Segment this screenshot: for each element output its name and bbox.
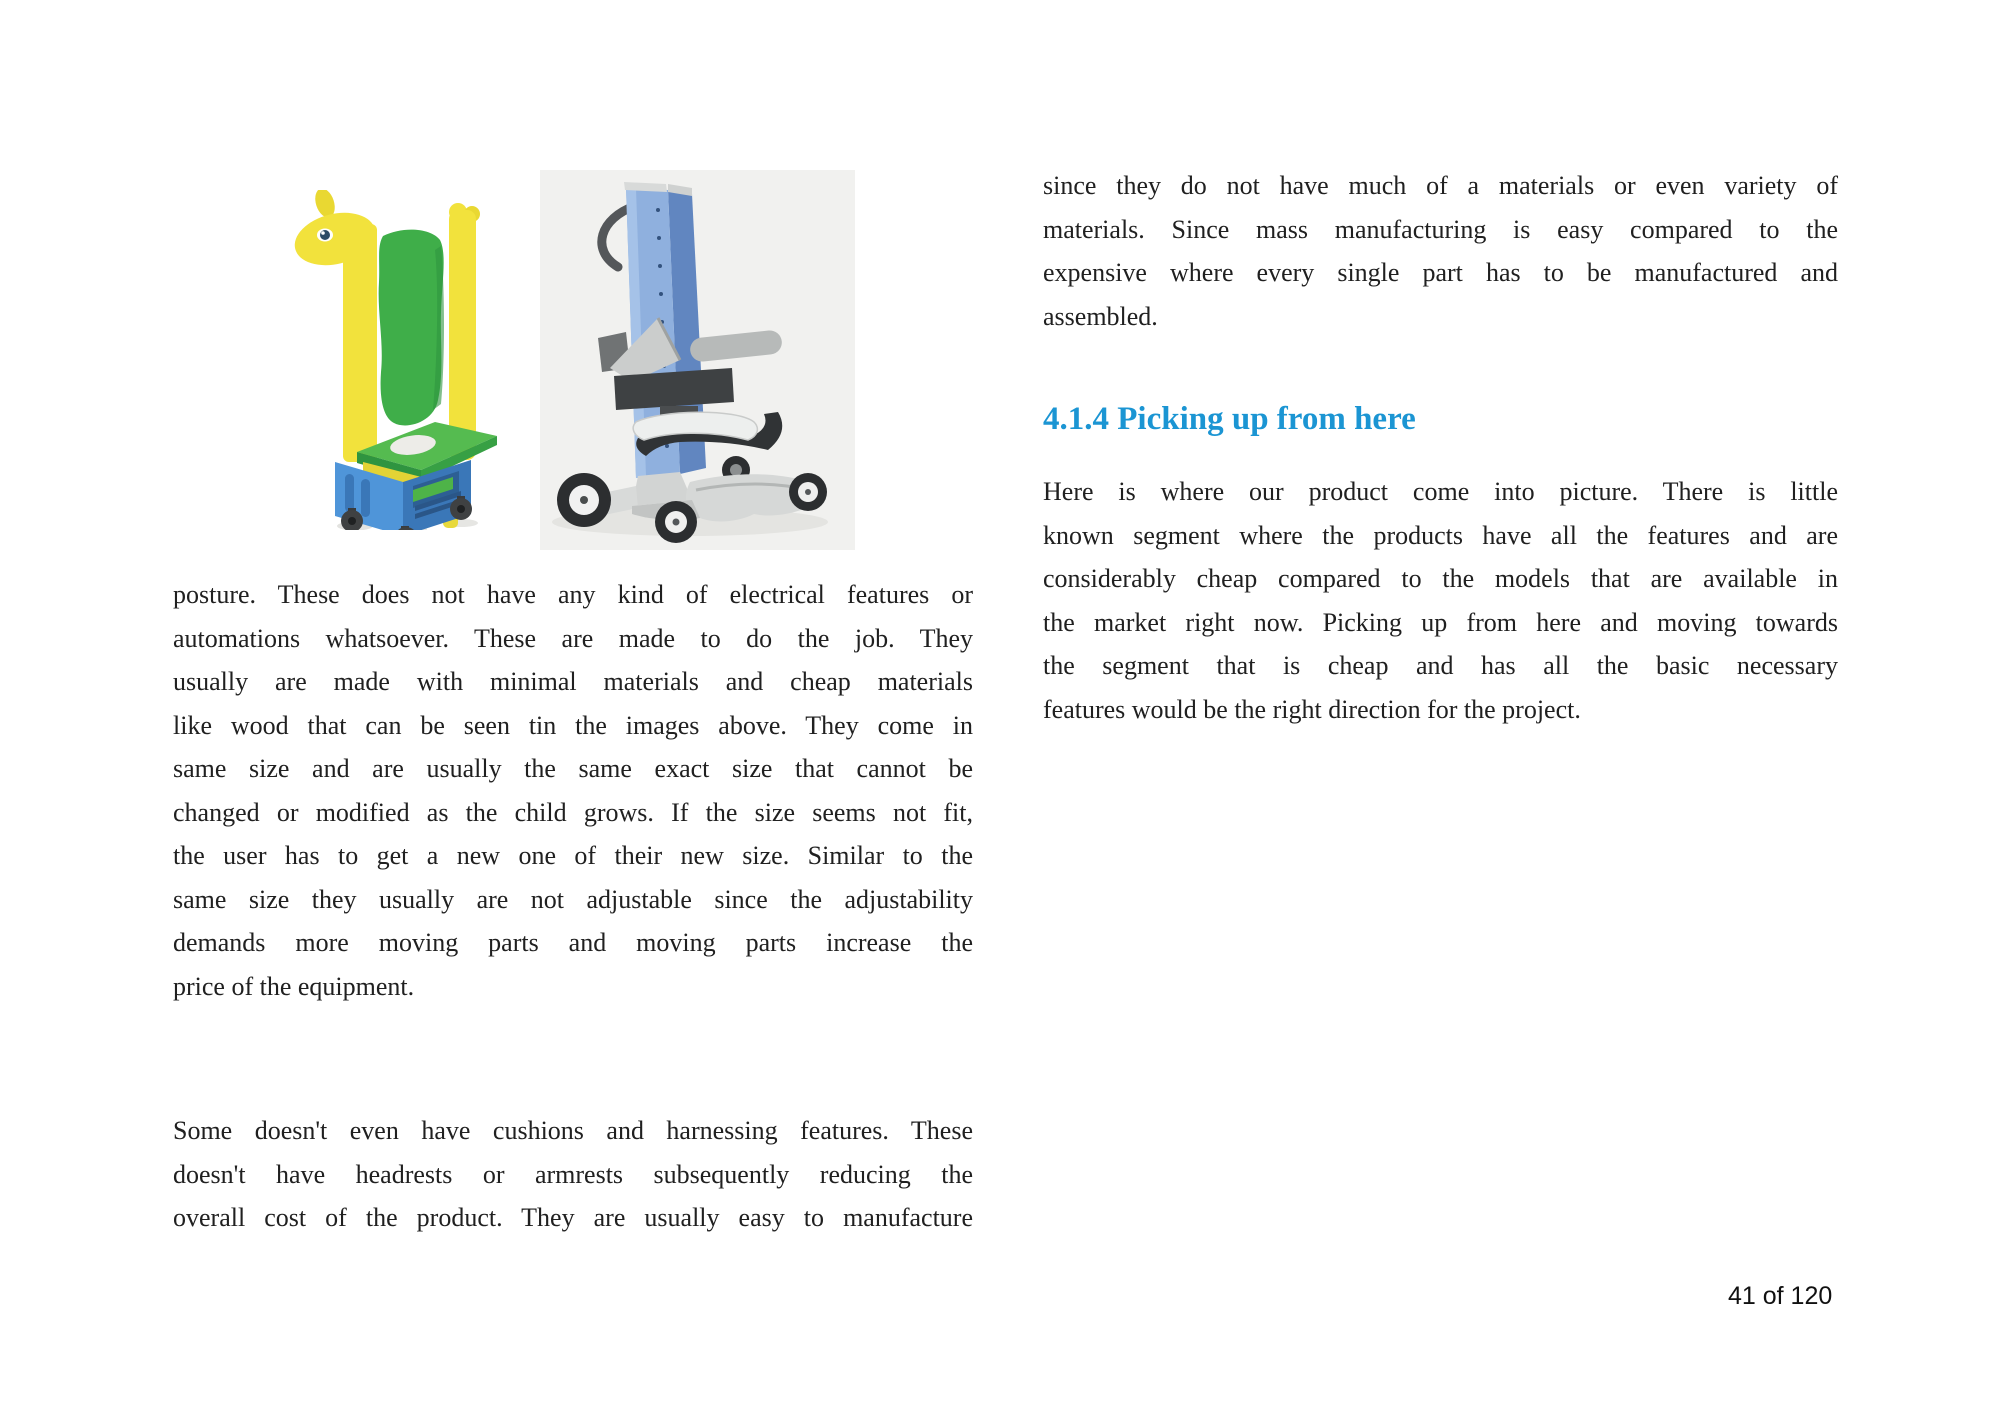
- text-line: considerably cheap compared to the models that are available in: [1043, 564, 1838, 593]
- chair-giraffe-neck-head: [289, 190, 381, 462]
- text-line: doesn't have headrests or armrests subsequently reducing the: [173, 1159, 973, 1189]
- left-column-paragraph-2: [173, 1109, 973, 1240]
- text-line: same size and are usually the same exact size that cannot be: [173, 754, 973, 783]
- text-line: price of the equipment.: [173, 971, 415, 1001]
- text-line: automations whatsoever. These are made to do the job. They: [173, 623, 973, 653]
- text-line: assembled.: [1043, 301, 1158, 331]
- figure-giraffe-chair-image: [285, 190, 500, 530]
- right-column-paragraph-2: [1043, 470, 1838, 731]
- text-line: overall cost of the product. They are usually easy to manufacture: [173, 1203, 973, 1232]
- text-line: features would be the right direction for the project.: [1043, 694, 1581, 724]
- text-line: posture. These does not have any kind of electrical features or: [173, 580, 973, 609]
- text-line: materials. Since mass manufacturing is easy compared to the: [1043, 214, 1838, 244]
- figure-standing-frame-image: [540, 170, 855, 550]
- text-line: the user has to get a new one of their new size. Similar to the: [173, 841, 973, 870]
- text-line: Here is where our product come into picture. There is little: [1043, 477, 1838, 506]
- chair-green-backrest: [379, 230, 444, 426]
- text-line: the segment that is cheap and has all the basic necessary: [1043, 651, 1838, 680]
- text-line: expensive where every single part has to be manufactured and: [1043, 258, 1838, 287]
- text-line: usually are made with minimal materials and cheap materials: [173, 667, 973, 696]
- text-line: since they do not have much of a materials or even variety of: [1043, 171, 1838, 200]
- text-line: Some doesn't even have cushions and harnessing features. These: [173, 1116, 973, 1145]
- text-line: same size they usually are not adjustable since the adjustability: [173, 884, 973, 914]
- text-line: changed or modified as the child grows. If the size seems not fit,: [173, 797, 973, 827]
- text-line: the market right now. Picking up from here and moving towards: [1043, 607, 1838, 637]
- text-line: known segment where the products have all the features and are: [1043, 520, 1838, 550]
- section-heading: 4.1.4 Picking up from here: [1043, 401, 1416, 437]
- right-column-paragraph-1: [1043, 164, 1838, 338]
- text-line: demands more moving parts and moving parts increase the: [173, 928, 973, 957]
- page-number: 41 of 120: [1728, 1282, 1833, 1310]
- text-line: like wood that can be seen tin the images above. They come in: [173, 710, 973, 740]
- left-column-paragraph-1: [173, 573, 973, 1008]
